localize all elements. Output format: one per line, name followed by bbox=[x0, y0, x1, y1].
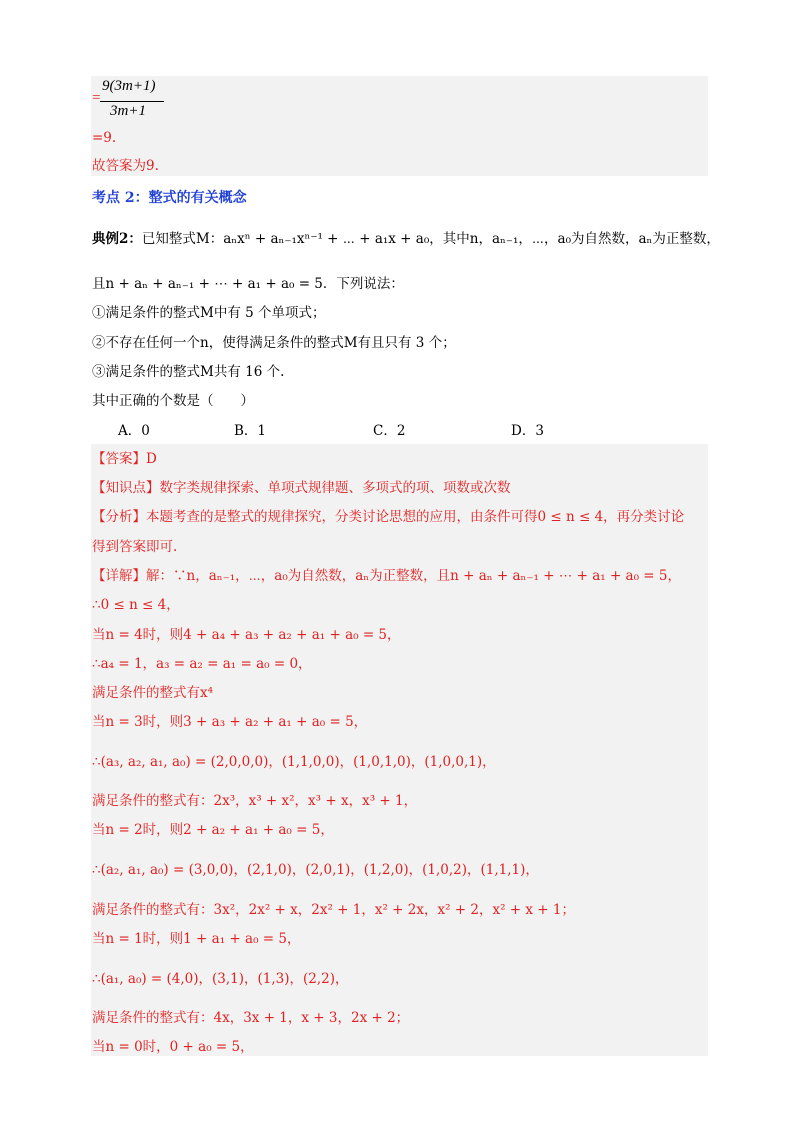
example-line-1 bbox=[92, 229, 720, 249]
fraction-equals: = bbox=[92, 90, 101, 106]
option-b: B．1 bbox=[234, 423, 267, 439]
case-n3: 当n = 3时，则3 + a₃ + a₂ + a₁ + a₀ = 5， bbox=[92, 714, 368, 730]
case-n1-result: 满足条件的整式有：4x，3x + 1，x + 3，2x + 2； bbox=[92, 1010, 410, 1026]
detail-line-1: 【详解】解：∵n，aₙ₋₁，⋯，a₀为自然数，aₙ为正整数，且n + aₙ + aₙ₋₁ + ⋯ + a₁ + a₀ = 5， bbox=[92, 568, 682, 584]
case-n4: 当n = 4时，则4 + a₄ + a₃ + a₂ + a₁ + a₀ = 5， bbox=[92, 627, 401, 643]
case-n1-values: ∴(a₁, a₀) = (4,0)，(3,1)，(1,3)，(2,2)， bbox=[92, 971, 349, 987]
fraction-denominator: 3m+1 bbox=[110, 103, 146, 119]
option-c: C．2 bbox=[373, 423, 406, 439]
case-n2: 当n = 2时，则2 + a₂ + a₁ + a₀ = 5， bbox=[92, 822, 334, 838]
section-title: 考点 2：整式的有关概念 bbox=[92, 190, 247, 206]
case-n1: 当n = 1时，则1 + a₁ + a₀ = 5， bbox=[92, 931, 301, 947]
answer-line: 故答案为9. bbox=[92, 158, 159, 174]
analysis-line-1: 【分析】本题考查的是整式的规律探究，分类讨论思想的应用，由条件可得0 ≤ n ≤ 4，再分类讨论 bbox=[92, 509, 685, 525]
case-n2-result: 满足条件的整式有：3x²，2x² + x，2x² + 1，x² + 2x，x² + 2，x² + x + 1； bbox=[92, 902, 575, 918]
case-n2-values: ∴(a₂, a₁, a₀) = (3,0,0)，(2,1,0)，(2,0,1)，(1,2,0)，(1,0,2)，(1,1,1)， bbox=[92, 862, 539, 878]
solution-block-top bbox=[91, 76, 708, 176]
case-n0: 当n = 0时，0 + a₀ = 5， bbox=[92, 1039, 254, 1055]
result-line: =9. bbox=[92, 130, 117, 146]
option-d: D．3 bbox=[511, 423, 544, 439]
analysis-line-2: 得到答案即可. bbox=[92, 539, 178, 555]
solution-block-main bbox=[91, 444, 708, 1056]
case-n4-result: 满足条件的整式有x⁴ bbox=[92, 685, 214, 701]
statement-1: ①满足条件的整式M中有 5 个单项式； bbox=[92, 305, 326, 321]
case-n3-values: ∴(a₃, a₂, a₁, a₀) = (2,0,0,0)，(1,1,0,0)，(1,0,1,0)，(1,0,0,1)， bbox=[92, 754, 496, 770]
example-line-2: 且n + aₙ + aₙ₋₁ + ⋯ + a₁ + a₀ = 5．下列说法： bbox=[92, 276, 404, 292]
answer-tag: 【答案】D bbox=[92, 451, 157, 467]
fraction-bar bbox=[100, 101, 164, 102]
case-n4-values: ∴a₄ = 1，a₃ = a₂ = a₁ = a₀ = 0， bbox=[92, 656, 312, 672]
case-n3-result: 满足条件的整式有：2x³，x³ + x²，x³ + x，x³ + 1， bbox=[92, 793, 418, 809]
question-line: 其中正确的个数是（ ） bbox=[92, 393, 254, 409]
option-a: A．0 bbox=[118, 423, 150, 439]
example-label: 典例2： bbox=[92, 231, 142, 247]
example-statement: 已知整式M：aₙxⁿ + aₙ₋₁xⁿ⁻¹ + ⋯ + a₁x + a₀，其中n，aₙ₋₁，⋯，a₀为自然数，aₙ为正整数， bbox=[141, 231, 720, 247]
statement-2: ②不存在任何一个n，使得满足条件的整式M有且只有 3 个； bbox=[92, 335, 456, 351]
knowledge-tag: 【知识点】数字类规律探索、单项式规律题、多项式的项、项数或次数 bbox=[92, 480, 511, 496]
statement-3: ③满足条件的整式M共有 16 个. bbox=[92, 364, 285, 380]
detail-range: ∴0 ≤ n ≤ 4， bbox=[92, 597, 180, 613]
fraction-numerator: 9(3m+1) bbox=[102, 78, 156, 94]
